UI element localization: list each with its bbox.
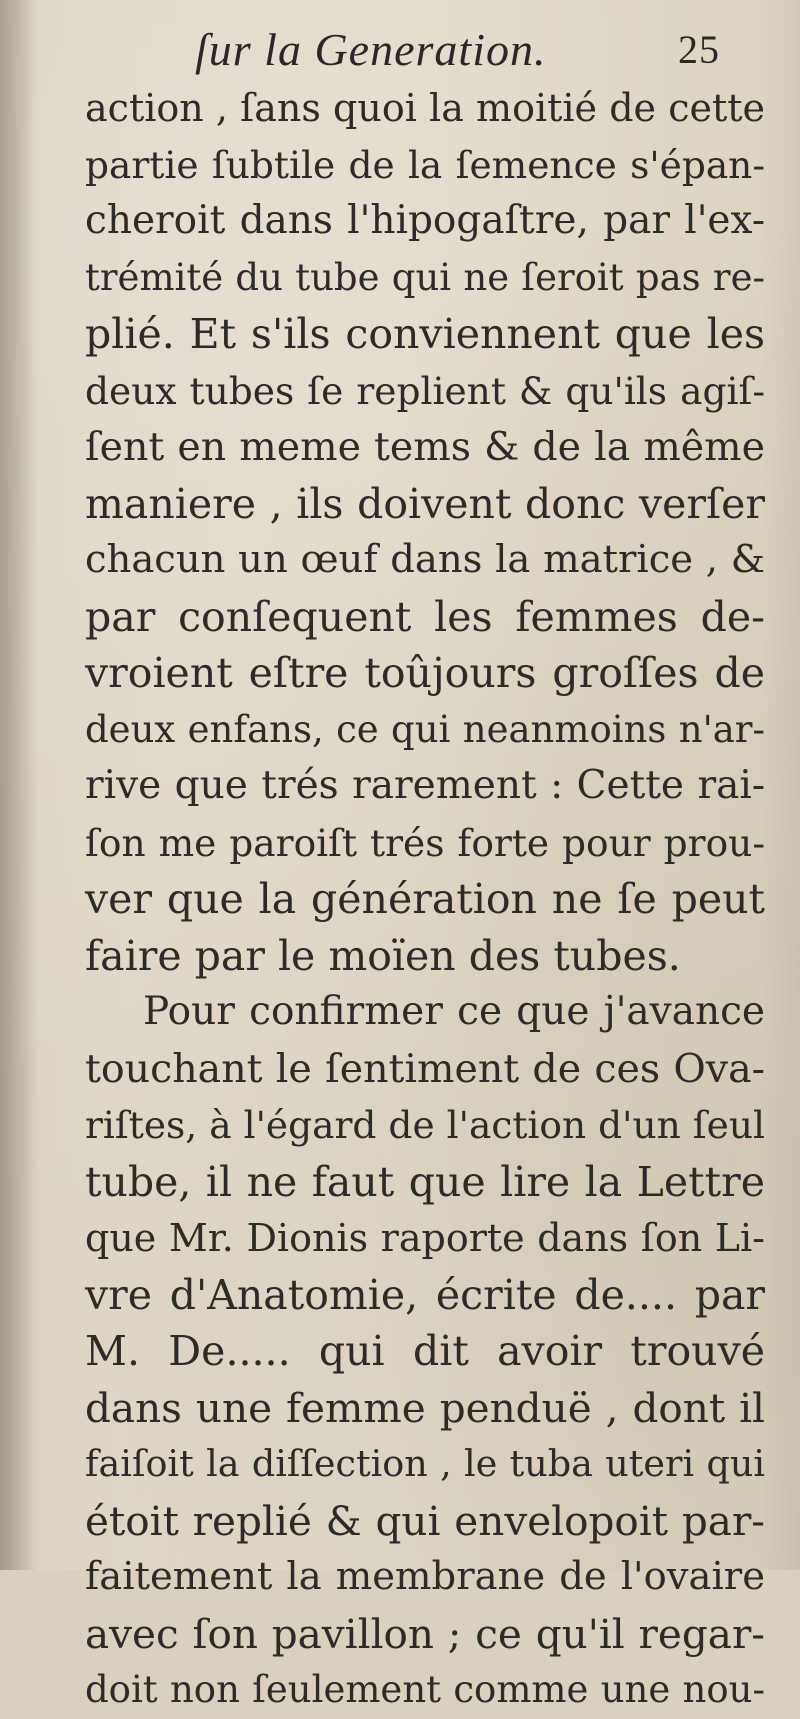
text-line: faitement la membrane de l'ovaire	[85, 1554, 765, 1599]
spine-shadow	[0, 0, 38, 1570]
text-line: vre d'Anatomie, écrite de.... par	[85, 1270, 765, 1319]
paragraph-end-line: faire par le moïen des tubes.	[85, 931, 681, 980]
text-line: M. De..... qui dit avoir trouvé	[85, 1327, 765, 1375]
page-header	[195, 22, 760, 78]
text-line: ſent en meme tems & de la même	[85, 424, 765, 470]
text-line: riſtes, à l'égard de l'action d'un ſeul	[85, 1103, 765, 1147]
text-line: cheroit dans l'hipogaſtre, par l'ex-	[85, 198, 765, 243]
running-title: ſur la Generation.	[195, 24, 547, 75]
text-line: vroient eſtre toûjours groſſes de	[85, 649, 765, 697]
text-line: tube, il ne faut que lire la Lettre	[85, 1157, 765, 1206]
text-line: ſon me paroiſt trés forte pour prou-	[85, 820, 765, 865]
text-line: chacun un œuf dans la matrice , &	[85, 537, 765, 582]
text-line: étoit replié & qui envelopoit par-	[85, 1496, 765, 1545]
text-line: faiſoit la diſſection , le tuba uteri qui	[85, 1442, 765, 1485]
paragraph-start-line: Pour confirmer ce que j'avance	[143, 989, 765, 1034]
text-line: dans une femme penduë , dont il	[85, 1383, 765, 1432]
text-line: partie ſubtile de la ſemence s'épan-	[85, 142, 765, 187]
text-line: deux enfans, ce qui neanmoins n'ar-	[85, 707, 765, 751]
text-line: avec ſon pavillon ; ce qu'il regar-	[85, 1609, 765, 1658]
page-number: 25	[678, 27, 720, 72]
text-line: maniere , ils doivent donc verſer	[85, 479, 765, 528]
text-line: que Mr. Dionis raporte dans ſon Li-	[85, 1216, 765, 1260]
text-line: touchant le ſentiment de ces Ova-	[85, 1045, 765, 1092]
text-line: ver que la génération ne ſe peut	[85, 875, 765, 923]
text-line: rive que trés rarement : Cette rai-	[85, 763, 765, 808]
text-line: action , ſans quoi la moitié de cette	[85, 86, 765, 130]
text-line: doit non ſeulement comme une nou-	[85, 1668, 765, 1711]
text-line: par conſequent les femmes de-	[85, 592, 765, 641]
text-line: deux tubes ſe replient & qu'ils agiſ-	[85, 368, 765, 413]
text-line: plié. Et s'ils conviennent que les	[85, 310, 765, 358]
body-text	[85, 80, 765, 1719]
text-line: trémité du tube qui ne ſeroit pas re-	[85, 255, 765, 299]
